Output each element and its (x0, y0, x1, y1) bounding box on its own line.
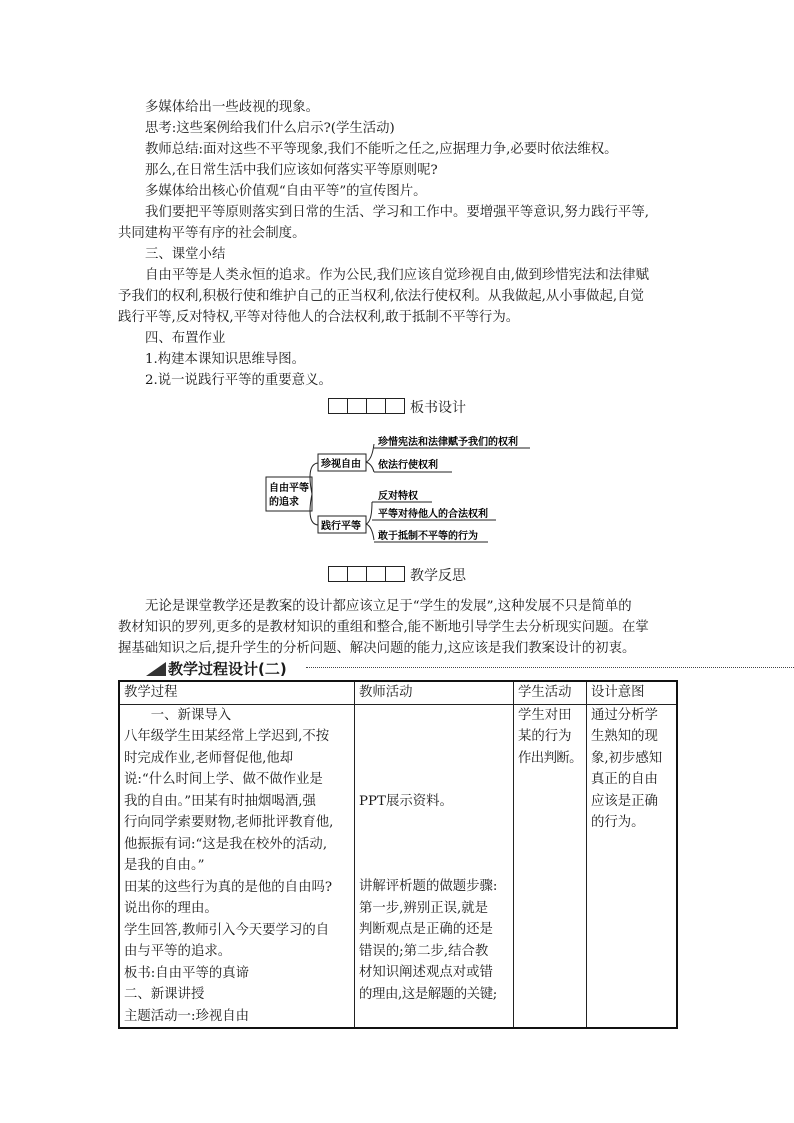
table-cell-teacher: PPT展示资料。 讲解评析题的做题步骤: 第一步,辨别正误,就是 判断观点是正确的还是 错误的;第二步,结合教 材知识阐述观点对或错 的理由,这是解题的关键; (355, 704, 514, 1028)
text-line: 教师总结:面对这些不平等现象,我们不能听之任之,应据理力争,必要时依法维权。 (145, 142, 618, 157)
section-title-bar (146, 658, 794, 678)
title-boxes (328, 566, 404, 582)
teaching-process-table (118, 680, 678, 1029)
mindmap-branch-2: 践行平等 (321, 521, 361, 532)
table-cell-process: 一、新课导入 八年级学生田某经常上学迟到,不按 时完成作业,老师督促他,他却 说:“什么时间上学、做不做作业是 我的自由。”田某有时抽烟喝酒,强 行向同学索要财物,老师批评教育他, 他振振有词:“这是我在校外的活动, 是我的自由。” 田某的这些行为真的是他的自由吗? 说出你的理由。 学生回答,教师引入今天要学习的自 由与平等的追求。 板书:自由平等的真谛 二、新课讲授 主题活动一:珍视自由 (119, 704, 355, 1028)
text-line: 我们要把平等原则落实到日常的生活、学习和工作中。要增强平等意识,努力践行平等, (145, 205, 649, 220)
text-line: 多媒体给出一些歧视的现象。 (145, 100, 320, 115)
text-line: 予我们的权利,积极行使和维护自己的正当权利,依法行使权利。从我做起,从小事做起,自觉 (118, 289, 644, 304)
text-line: 握基础知识之后,提升学生的分析问题、解决问题的能力,这应该是我们教案设计的初衷。 (118, 641, 636, 656)
mindmap-root-line1: 自由平等 (269, 483, 309, 494)
table-cell-student: 学生对田 某的行为 作出判断。 (514, 704, 587, 1028)
mindmap-leaf: 反对特权 (378, 491, 418, 502)
table-header: 设计意图 (586, 681, 677, 704)
board-design-title: 板书设计 (410, 400, 466, 416)
mindmap-leaf: 平等对待他人的合法权利 (378, 509, 488, 520)
text-line: 多媒体给出核心价值观“自由平等”的宣传图片。 (145, 184, 427, 199)
title-boxes (328, 398, 404, 414)
text-line: 践行平等,反对特权,平等对待他人的合法权利,敢于抵制不平等行为。 (118, 310, 520, 325)
mindmap-leaf: 依法行使权利 (378, 460, 438, 471)
mindmap-leaf: 敢于抵制不平等的行为 (378, 531, 478, 542)
reflection-title: 教学反思 (410, 568, 466, 584)
table-header: 教学过程 (119, 681, 355, 704)
text-line: 无论是课堂教学还是教案的设计都应该立足于“学生的发展”,这种发展不只是简单的 (145, 599, 632, 614)
mindmap-leaf: 珍惜宪法和法律赋予我们的权利 (378, 437, 518, 448)
homework-item: 1.构建本课知识思维导图。 (145, 352, 306, 367)
section-heading: 四、布置作业 (145, 331, 226, 346)
text-line: 共同建构平等有序的社会制度。 (118, 226, 306, 241)
mindmap-root-line2: 的追求 (269, 497, 299, 508)
homework-item: 2.说一说践行平等的重要意义。 (145, 373, 332, 388)
table-header: 学生活动 (514, 681, 587, 704)
triangle-icon (146, 660, 168, 678)
text-line: 教材知识的罗列,更多的是教材知识的重组和整合,能不断地引导学生去分析现实问题。在掌 (118, 620, 649, 635)
mind-map (0, 430, 794, 560)
table-cell-intent: 通过分析学 生熟知的现 象,初步感知 真正的自由 应该是正确 的行为。 (586, 704, 677, 1028)
text-line: 自由平等是人类永恒的追求。作为公民,我们应该自觉珍视自由,做到珍惜宪法和法律赋 (145, 268, 649, 283)
table-header: 教师活动 (355, 681, 514, 704)
mindmap-branch-1: 珍视自由 (321, 459, 361, 470)
text-line: 思考:这些案例给我们什么启示?(学生活动) (145, 121, 395, 136)
section-heading: 三、课堂小结 (145, 247, 226, 262)
text-line: 那么,在日常生活中我们应该如何落实平等原则呢? (145, 163, 438, 178)
section-title: 教学过程设计(二) (168, 660, 287, 678)
